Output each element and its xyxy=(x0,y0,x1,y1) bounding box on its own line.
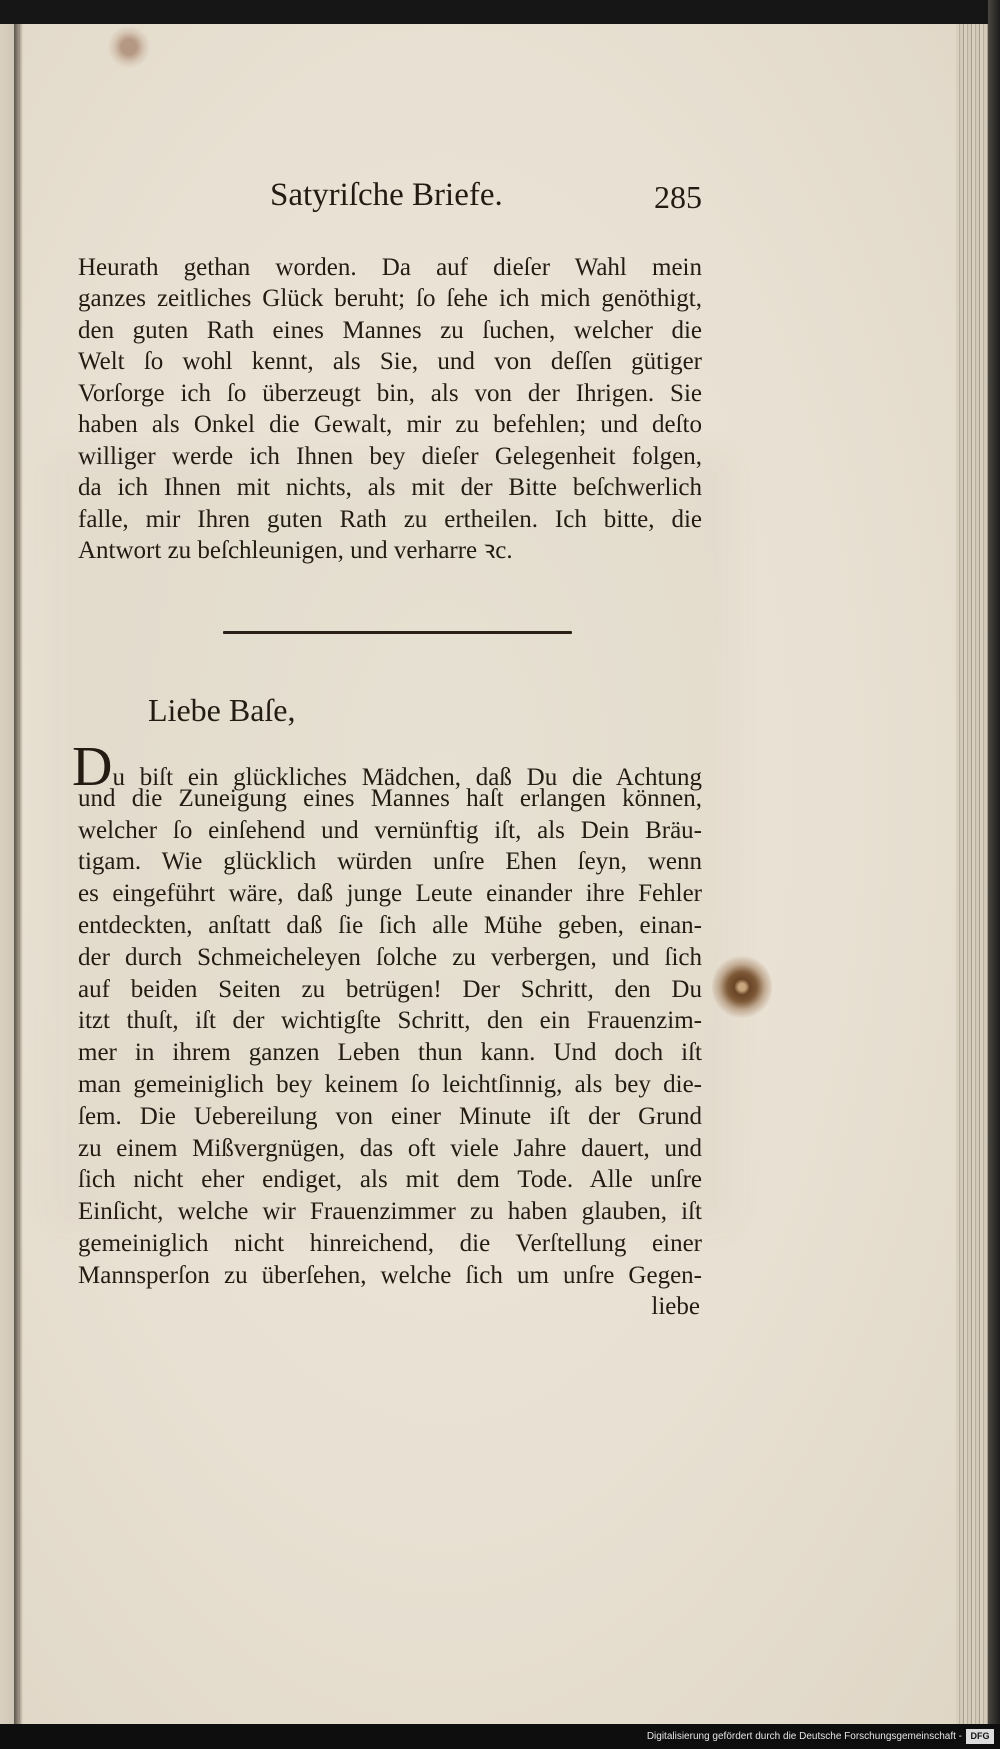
text-line: falle, mir Ihren guten Rath zu ertheilen. Ich bitte, die xyxy=(78,506,702,533)
text-line: Antwort zu beſchleunigen, und verharre ꝛc. xyxy=(78,537,513,564)
text-line: haben als Onkel die Gewalt, mir zu befehlen; und deſto xyxy=(78,411,702,438)
text-line: mer in ihrem ganzen Leben thun kann. Und doch iſt xyxy=(78,1039,702,1066)
text-line: ganzes zeitliches Glück beruht; ſo ſehe ich mich genöthigt, xyxy=(78,285,702,312)
text-line: welcher ſo einſehend und vernünftig iſt, als Dein Bräu- xyxy=(78,817,702,844)
text-line: auf beiden Seiten zu betrügen! Der Schritt, den Du xyxy=(78,976,702,1003)
running-title: Satyriſche Briefe. xyxy=(270,177,503,213)
scanner-top-band xyxy=(0,0,1000,26)
text-line: williger werde ich Ihnen bey dieſer Gelegenheit folgen, xyxy=(78,443,702,470)
page-number: 285 xyxy=(654,179,702,215)
text-line: Welt ſo wohl kennt, als Sie, und von deſſen gütiger xyxy=(78,348,702,375)
text-line: man gemeiniglich bey keinem ſo leichtſinnig, als bey die- xyxy=(78,1071,702,1098)
text-line: ſich nicht eher endiget, als mit dem Tode. Alle unſre xyxy=(78,1166,702,1193)
foxing-stain xyxy=(712,955,772,1019)
text-line: itzt thuſt, iſt der wichtigſte Schritt, den ein Frauenzim- xyxy=(78,1007,702,1034)
text-line: Mannsperſon zu überſehen, welche ſich um unſre Gegen- xyxy=(78,1262,702,1289)
text-line: zu einem Mißvergnügen, das oft viele Jahre dauert, und xyxy=(78,1135,702,1162)
text-line: der durch Schmeicheleyen ſolche zu verbergen, und ſich xyxy=(78,944,702,971)
text-line: gemeiniglich nicht hinreichend, die Verſtellung einer xyxy=(78,1230,702,1257)
text-line: Vorſorge ich ſo überzeugt bin, als von der Ihrigen. Sie xyxy=(78,380,702,407)
text-line: da ich Ihnen mit nichts, als mit der Bitte beſchwerlich xyxy=(78,474,702,501)
text-line: tigam. Wie glücklich würden unſre Ehen ſeyn, wenn xyxy=(78,848,702,875)
catchword: liebe xyxy=(651,1293,700,1320)
text-line: ſem. Die Uebereilung von einer Minute iſt der Grund xyxy=(78,1103,702,1130)
text-line: Einſicht, welche wir Frauenzimmer zu haben glauben, iſt xyxy=(78,1198,702,1225)
text-line: Heurath gethan worden. Da auf dieſer Wahl mein xyxy=(78,254,702,281)
scanner-right-edge xyxy=(988,0,1000,1749)
text-line: und die Zuneigung eines Mannes haſt erlangen können, xyxy=(78,785,702,812)
dfg-logo: DFG xyxy=(966,1729,994,1744)
salutation: Liebe Baſe, xyxy=(148,692,296,728)
text-line-with-initial: Du biſt ein glückliches Mädchen, daß Du die Achtung xyxy=(72,736,702,798)
digitization-credit: Digitalisierung gefördert durch die Deutsche Forschungsgemeinschaft - xyxy=(646,1731,962,1742)
foxing-stain xyxy=(108,26,150,68)
section-divider-rule xyxy=(223,631,572,634)
text-line: entdeckten, anſtatt daß ſie ſich alle Mühe geben, einan- xyxy=(78,912,702,939)
binding-shadow xyxy=(14,24,23,1724)
text-line: den guten Rath eines Mannes zu ſuchen, welcher die xyxy=(78,317,702,344)
text-line: es eingeführt wäre, daß junge Leute einander ihre Fehler xyxy=(78,880,702,907)
